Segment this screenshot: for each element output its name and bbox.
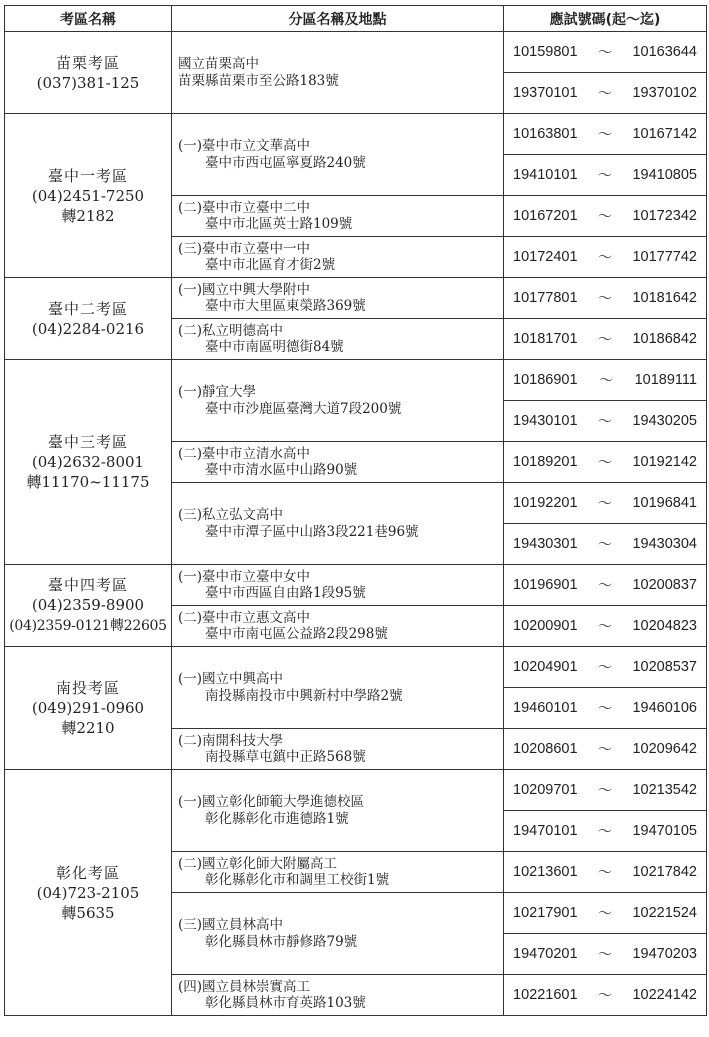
site-cell [172,893,504,975]
table-row [5,32,707,73]
range-cell [504,811,707,852]
range-end: 10181642 [632,290,697,306]
site-cell [172,852,504,893]
range-tilde: ～ [598,537,612,553]
range-cell [504,852,707,893]
site-address: 臺中市北區英士路109號 [205,216,353,232]
range-tilde: ～ [598,127,612,143]
site-name: (一)靜宜大學 [178,384,257,400]
range-start: 10217901 [513,905,578,921]
range-cell [504,893,707,934]
range-start: 10192201 [513,495,578,511]
range-cell [504,770,707,811]
site-cell [172,319,504,360]
site-address: 南投縣南投市中興新村中學路2號 [205,687,403,704]
district-cell [5,770,172,1016]
range-tilde: ～ [598,906,612,922]
site-address: 臺中市南區明德街84號 [205,339,344,355]
range-tilde: ～ [598,414,612,430]
header-site: 分區名稱及地點 [172,6,504,32]
range-cell [504,729,707,770]
range-end: 19460106 [632,700,697,716]
exam-site-table [4,5,707,1016]
site-name: (一)臺中市立臺中女中 [178,568,311,585]
site-address: 臺中市北區育才街2號 [205,257,336,273]
range-end: 19470105 [632,823,697,839]
site-name: (三)私立弘文高中 [178,507,284,523]
range-cell [504,196,707,237]
site-name: (三)國立員林高中 [178,917,284,933]
range-cell [504,524,707,565]
range-start: 10200901 [513,618,578,634]
site-cell [172,729,504,770]
range-end: 10217842 [632,864,697,880]
district-ext: 轉2182 [61,206,115,225]
table-row [5,647,707,688]
site-name: 國立苗栗高中 [178,56,259,72]
district-cell [5,647,172,770]
range-end: 10209642 [632,741,697,757]
range-end: 19430304 [632,536,697,552]
range-start: 19430301 [513,536,578,552]
range-start: 10186901 [513,372,578,388]
range-end: 10213542 [632,782,697,798]
range-start: 19470101 [513,823,578,839]
site-name: (四)國立員林崇實高工 [178,978,311,995]
district-name: 臺中一考區 [47,166,128,185]
site-name: (二)南開科技大學 [178,732,284,749]
header-district: 考區名稱 [5,6,172,32]
district-phone: (04)2451-7250 [31,186,145,205]
site-cell [172,770,504,852]
range-cell [504,483,707,524]
district-phone: (04)2632-8001 [31,453,145,471]
range-end: 19370102 [632,85,697,101]
range-end: 10167142 [632,126,697,142]
district-name: 彰化考區 [55,863,120,882]
district-name: 臺中三考區 [47,433,128,451]
district-ext: 轉2210 [61,719,115,737]
district-phone: (04)723-2105 [36,883,140,902]
site-name: (二)臺中市立惠文高中 [178,609,311,626]
range-end: 10189111 [634,372,697,388]
range-tilde: ～ [598,86,612,102]
district-phone: (04)2359-8900 [31,596,145,614]
site-cell [172,483,504,565]
range-cell [504,278,707,319]
range-cell [504,934,707,975]
site-cell [172,606,504,647]
site-address: 臺中市沙鹿區臺灣大道7段200號 [205,400,402,417]
header-range: 應試號碼(起～迄) [504,6,707,32]
site-address: 苗栗縣苗栗市至公路183號 [178,72,339,89]
range-start: 10172401 [513,249,578,265]
district-ext: (04)2359-0121轉22605 [9,618,167,634]
range-end: 10172342 [632,208,697,224]
range-start: 10221601 [513,987,578,1003]
range-tilde: ～ [598,291,612,307]
site-cell [172,196,504,237]
range-end: 10163644 [632,44,697,60]
district-name: 苗栗考區 [55,53,120,72]
range-end: 19430205 [632,413,697,429]
range-tilde: ～ [599,373,614,389]
site-cell [172,360,504,442]
range-tilde: ～ [598,578,612,594]
range-start: 10163801 [513,126,578,142]
range-tilde: ～ [598,332,612,348]
site-name: (一)國立中興大學附中 [178,281,311,298]
range-end: 10208537 [632,659,697,675]
site-cell [172,975,504,1016]
range-end: 10221524 [632,905,697,921]
range-start: 10181701 [513,331,578,347]
site-address: 南投縣草屯鎮中正路568號 [205,749,366,765]
district-phone: (049)291-0960 [31,699,145,717]
site-address: 彰化縣員林市育英路103號 [205,995,366,1011]
range-tilde: ～ [598,209,612,225]
site-cell [172,237,504,278]
site-address: 彰化縣彰化市進德路1號 [205,810,349,827]
range-cell [504,442,707,483]
range-tilde: ～ [598,947,612,963]
range-tilde: ～ [598,45,612,61]
range-tilde: ～ [598,988,612,1004]
site-name: (二)私立明德高中 [178,322,284,339]
range-cell [504,606,707,647]
site-address: 臺中市大里區東榮路369號 [205,298,366,314]
range-start: 19370101 [513,85,578,101]
table-row [5,770,707,811]
site-name: (一)臺中市立文華高中 [178,138,311,154]
range-cell [504,688,707,729]
district-ext: 轉5635 [61,903,115,922]
district-name: 臺中四考區 [47,576,128,594]
range-start: 19460101 [513,700,578,716]
site-name: (二)臺中市立臺中二中 [178,199,311,216]
district-phone: (04)2284-0216 [31,319,145,338]
district-cell [5,565,172,647]
site-address: 臺中市南屯區公益路2段298號 [205,626,388,642]
range-cell [504,237,707,278]
range-start: 19410101 [513,167,578,183]
range-end: 19470203 [632,946,697,962]
range-tilde: ～ [598,701,612,717]
range-start: 19430101 [513,413,578,429]
range-cell [504,975,707,1016]
range-end: 10186842 [632,331,697,347]
range-cell [504,401,707,442]
range-start: 10189201 [513,454,578,470]
site-cell [172,114,504,196]
site-address: 臺中市西區自由路1段95號 [205,585,366,601]
site-address: 臺中市清水區中山路90號 [205,462,358,478]
range-cell [504,319,707,360]
range-cell [504,114,707,155]
site-address: 臺中市西屯區寧夏路240號 [205,154,366,171]
range-start: 10209701 [513,782,578,798]
range-cell [504,155,707,196]
range-start: 19470201 [513,946,578,962]
table-row [5,360,707,401]
district-name: 臺中二考區 [47,299,128,318]
range-end: 19410805 [632,167,697,183]
district-ext: 轉11170~11175 [26,473,150,491]
district-cell [5,278,172,360]
site-name: (一)國立彰化師範大學進德校區 [178,794,365,810]
range-tilde: ～ [598,742,612,758]
range-start: 10208601 [513,741,578,757]
range-end: 10196841 [632,495,697,511]
range-cell [504,360,707,401]
range-cell [504,32,707,73]
table-row [5,565,707,606]
range-tilde: ～ [598,865,612,881]
site-cell [172,565,504,606]
range-tilde: ～ [598,824,612,840]
district-phone: (037)381-125 [36,73,140,92]
site-address: 彰化縣員林市靜修路79號 [205,933,358,950]
range-tilde: ～ [598,496,612,512]
range-tilde: ～ [598,250,612,266]
range-cell [504,73,707,114]
range-start: 10196901 [513,577,578,593]
range-end: 10192142 [632,454,697,470]
site-cell [172,647,504,729]
site-name: (二)國立彰化師大附屬高工 [178,855,338,872]
site-address: 彰化縣彰化市和調里工校街1號 [205,872,390,888]
site-name: (一)國立中興高中 [178,671,284,687]
table-row [5,278,707,319]
table-row [5,114,707,155]
site-cell [172,442,504,483]
range-tilde: ～ [598,619,612,635]
range-start: 10213601 [513,864,578,880]
range-cell [504,647,707,688]
range-start: 10167201 [513,208,578,224]
district-cell [5,32,172,114]
range-tilde: ～ [598,168,612,184]
range-end: 10224142 [632,987,697,1003]
district-cell [5,114,172,278]
range-tilde: ～ [598,455,612,471]
site-name: (三)臺中市立臺中一中 [178,240,311,257]
range-tilde: ～ [598,660,612,676]
site-cell [172,32,504,114]
range-start: 10159801 [513,44,578,60]
range-start: 10204901 [513,659,578,675]
range-end: 10177742 [632,249,697,265]
range-start: 10177801 [513,290,578,306]
range-cell [504,565,707,606]
site-name: (二)臺中市立清水高中 [178,445,311,462]
site-address: 臺中市潭子區中山路3段221巷96號 [205,523,419,540]
site-cell [172,278,504,319]
district-cell [5,360,172,565]
range-end: 10200837 [632,577,697,593]
range-tilde: ～ [598,783,612,799]
district-name: 南投考區 [55,679,120,697]
range-end: 10204823 [632,618,697,634]
table-header [5,6,707,32]
